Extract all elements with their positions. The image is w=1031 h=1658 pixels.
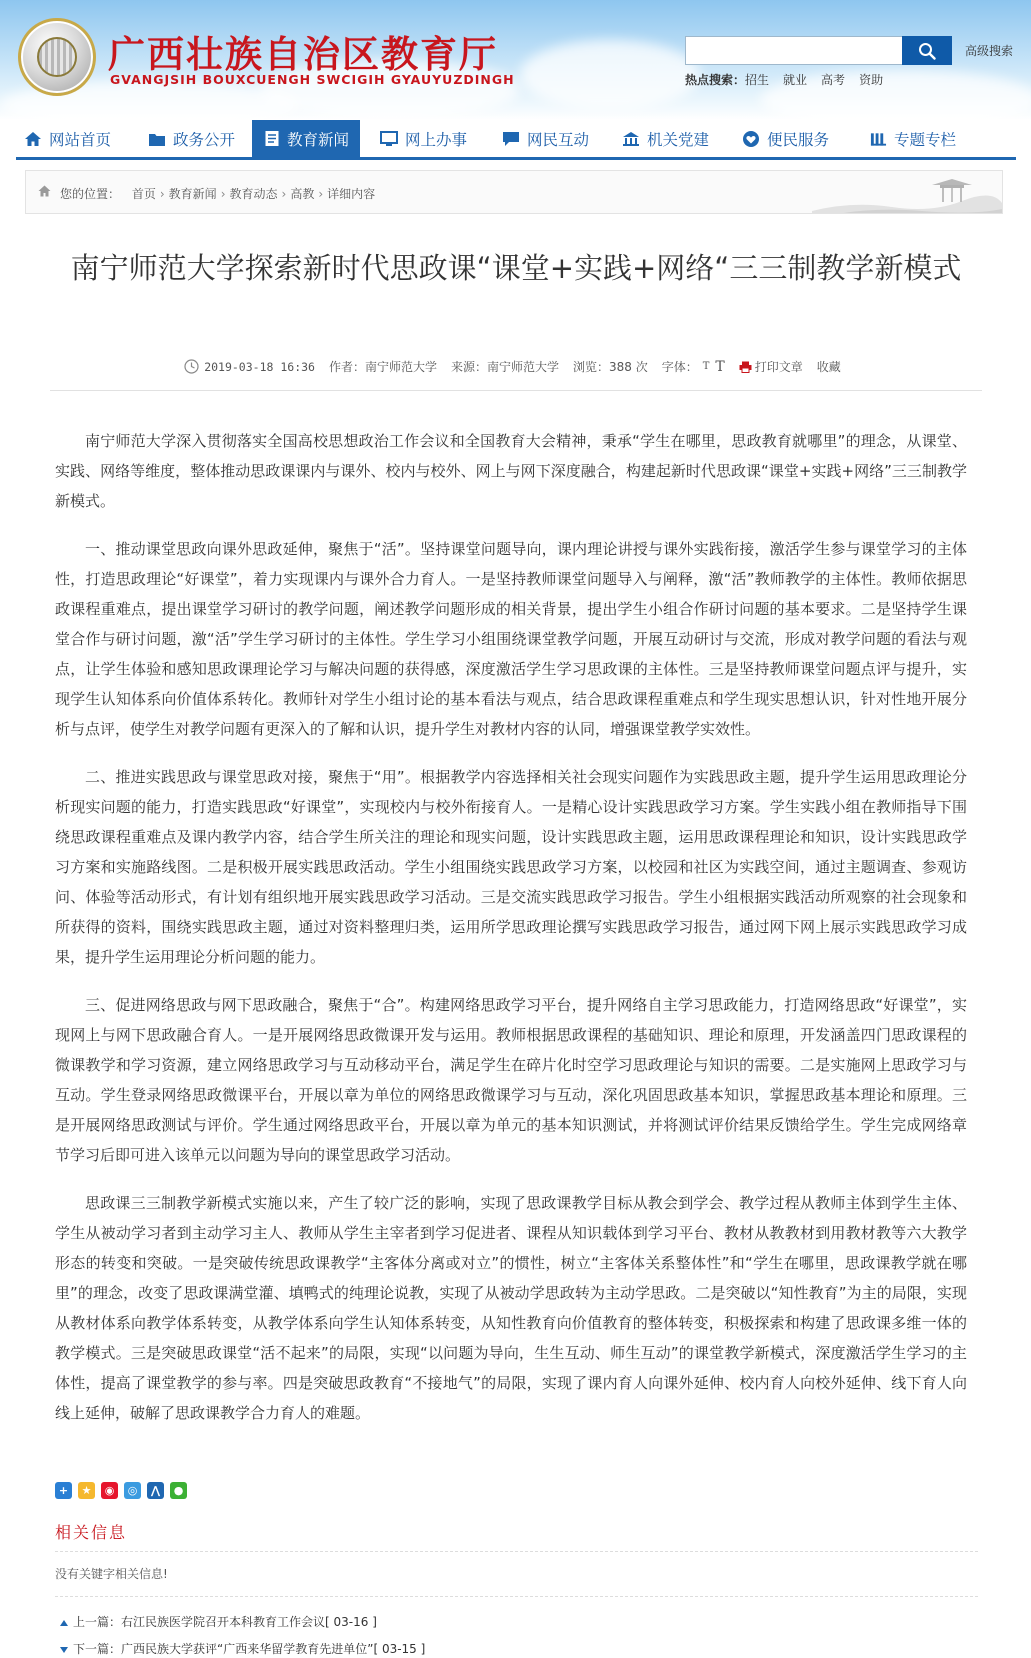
up-arrow-icon [60,1620,68,1626]
wechat-icon[interactable]: ● [170,1482,187,1499]
renren-icon[interactable]: ⋀ [147,1482,164,1499]
site-header [0,0,1031,120]
prev-article-link[interactable]: 右江民族医学院召开本科教育工作会议 [121,1615,326,1629]
heart-icon [742,130,760,148]
related-empty-text: 没有关键字相关信息! [55,1567,168,1581]
nav-item-special[interactable]: 专题专栏 [846,120,956,157]
related-title: 相关信息 [55,1523,128,1542]
chat-icon [502,131,520,147]
prev-label: 上一篇： [73,1615,122,1629]
weibo-icon[interactable]: ◉ [101,1482,118,1499]
columns-icon [870,131,887,147]
article-paragraph: 一、推动课堂思政向课外思政延伸，聚焦于“活”。坚持课堂问题导向，课内理论讲授与课外实践衔接，激活学生参与课堂学习的主体性，打造思政理论“好课堂”，着力实现课内与课外合力育人。一是坚持教师课堂问题导入与阐释，激“活”教师教学的主体性。教师依据思政课程重难点，提出课堂学习研讨的教学问题，阐述教学问题形成的相关背景，提出学生小组合作研讨问题的基本要求。二是坚持学生课堂合作与研讨问题，激“活”学生学习研讨的主体性。学生学习小组围绕课堂教学问题，开展互动研讨与交流，形成对教学问题的看法与观点，让学生体验和感知思政课理论学习与解决问题的获得感，深度激活学生学习思政课的主体性。三是坚持教师课堂问题点评与提升，实现学生认知体系向价值体系转化。教师针对学生小组讨论的基本看法与观点，结合思政课程重难点和学生现实思想认识，针对性地开展分析与点评，使学生对教学问题有更深入的了解和认识，提升学生对教材内容的认同，增强课堂教学实效性。 [55,540,967,738]
pager-divider [55,1596,978,1597]
article-author: 作者：南宁师范大学 [328,360,437,374]
article-paragraph: 二、推进实践思政与课堂思政对接，聚焦于“用”。根据教学内容选择相关社会现实问题作为实践思政主题，提升学生运用思政理论分析现实问题的能力，打造实践思政“好课堂”，实现校内与校外衔接育人。一是精心设计实践思政学习方案。学生实践小组在教师指导下围绕思政课程重难点及课内教学内容，结合学生所关注的理论和现实问题，设计实践思政主题，运用思政课程理论和知识，设计实践思政学习方案和实施路线图。二是积极开展实践思政活动。学生小组围绕实践思政学习方案，以校园和社区为实践空间，通过主题调查、参观访问、体验等活动形式，有计划有组织地开展实践思政学习活动。三是交流实践思政学习报告。学生小组根据实践活动所观察的社会现象和所获得的资料，围绕实践思政主题，通过对资料整理归类，运用所学思政理论撰写实践思政学习报告，通过网下网上展示实践思政学习成果，提升学生运用理论分析问题的能力。 [55,768,967,966]
printer-icon [739,361,752,373]
nav-item-convenience[interactable]: 便民服务 [724,120,846,157]
next-article-date: [ 03-15 ] [373,1642,426,1656]
hot-search-item[interactable]: 高考 [821,73,846,87]
hot-search-item[interactable]: 资助 [859,73,884,87]
breadcrumb-news[interactable]: 教育新闻 [168,187,217,201]
article-date: 2019-03-18 16:36 [204,359,315,374]
prev-article-date: [ 03-16 ] [325,1615,377,1629]
main-nav [16,120,1016,160]
print-button[interactable]: 打印文章 [754,360,803,374]
nav-item-home[interactable]: 网站首页 [16,120,138,157]
monitor-icon [380,131,398,147]
nav-item-news[interactable]: 教育新闻 [252,120,360,157]
search-button[interactable] [902,36,952,65]
nav-item-online-service[interactable]: 网上办事 [360,120,484,157]
nav-item-interaction[interactable]: 网民互动 [484,120,604,157]
site-subtitle: GVANGJSIH BOUXCUENGH SWCIGIH GYAUYUZDINGH [110,72,515,87]
next-label: 下一篇： [73,1642,122,1656]
nav-item-party[interactable]: 机关党建 [604,120,724,157]
document-icon [264,130,280,147]
search-icon [918,42,936,60]
building-icon [622,131,640,147]
article-paragraph: 南宁师范大学深入贯彻落实全国高校思想政治工作会议和全国教育大会精神，秉承“学生在哪里，思政教育就哪里”的理念，从课堂、实践、网络等维度，整体推动思政课课内与课外、校内与校外、网上与网下深度融合，构建起新时代思政课“课堂+实践+网络”三三制教学新模式。 [55,432,967,510]
collect-button[interactable]: 收藏 [816,360,841,374]
qzone-icon[interactable]: ★ [78,1482,95,1499]
hot-search-label: 热点搜索： [685,73,746,87]
hot-search-item[interactable]: 就业 [783,73,808,87]
breadcrumb-home[interactable]: 首页 [131,187,156,201]
article-paragraph: 三、促进网络思政与网下思政融合，聚焦于“合”。构建网络思政学习平台，提升网络自主学习思政能力，打造网络思政“好课堂”，实现网上与网下思政融合育人。一是开展网络思政微课开发与运用。教师根据思政课程的基础知识、理论和原理，开发涵盖四门思政课程的微课教学和学习资源，建立网络思政学习与互动移动平台，满足学生在碎片化时空学习思政理论与知识的需要。二是实施网上思政学习与互动。学生登录网络思政微课平台，开展以章为单位的网络思政微课学习与互动，深化巩固思政基本知识，掌握思政基本理论和原理。三是开展网络思政测试与评价。学生通过网络思政平台，开展以章为单元的基本知识测试，并将测试评价结果反馈给学生。学生完成网络章节学习后即可进入该单元以问题为导向的课堂思政学习活动。 [55,996,967,1164]
related-divider [55,1551,978,1552]
home-icon [38,185,51,197]
font-large-button[interactable]: T [715,358,725,375]
article-paragraph: 思政课三三制教学新模式实施以来，产生了较广泛的影响，实现了思政课教学目标从教会到学会、教学过程从教师主体到学生主体、学生从被动学习者到主动学习主人、教师从学生主宰者到学习促进者、课程从知识载体到学习平台、教材从教教材到用教材教等六大教学形态的转变和突破。一是突破传统思政课教学“主客体分离或对立”的惯性，树立“主客体关系整体性”和“学生在哪里，思政课教学就在哪里”的理念，改变了思政课满堂灌、填鸭式的纯理论说教，实现了从被动学思政转为主动学思政。二是突破以“知性教育”为主的局限，实现从教材体系向教学体系转变，从教学体系向学生认知体系转变，从知性教育向价值教育的整体转变，积极探索和构建了思政课多维一体的教学模式。三是突破思政课堂“活不起来”的局限，实现“以问题为导向，生生互动、师生互动”的课堂教学新模式，深度激活学生学习的主体性，提高了课堂教学的参与率。四是突破思政教育“不接地气”的局限，实现了课内育人向课外延伸、校内育人向校外延伸、线下育人向线上延伸，破解了思政课教学合力育人的难题。 [55,1194,967,1422]
breadcrumb-current: 详细内容 [327,187,376,201]
plus-share-icon[interactable]: + [55,1482,72,1499]
breadcrumb-label: 您的位置： [60,187,121,201]
down-arrow-icon [60,1647,68,1653]
article-views: 浏览：388 次 [573,360,648,374]
meta-divider [50,390,982,391]
breadcrumb: 您的位置： 首页 › 教育新闻 › 教育动态 › 高教 › 详细内容 [25,170,1003,214]
breadcrumb-dynamics[interactable]: 教育动态 [229,187,278,201]
site-title[interactable]: 广西壮族自治区教育厅 [108,32,498,76]
article-content [55,426,967,1446]
next-article-link[interactable]: 广西民族大学获评“广西来华留学教育先进单位” [121,1642,374,1656]
emblem-logo[interactable] [18,18,96,96]
prev-article [60,1613,377,1630]
home-icon [24,131,42,147]
article-meta [50,358,982,375]
folder-icon [148,131,166,147]
font-small-button[interactable]: T [702,361,710,372]
breadcrumb-higher-edu[interactable]: 高教 [290,187,315,201]
hot-search-item[interactable]: 招生 [745,73,770,87]
nav-item-government[interactable]: 政务公开 [138,120,252,157]
advanced-search-link[interactable]: 高级搜索 [965,44,1014,58]
article-title: 南宁师范大学探索新时代思政课“课堂+实践+网络“三三制教学新模式 [70,251,962,285]
search-input[interactable] [685,36,903,65]
tqq-icon[interactable]: ◎ [124,1482,141,1499]
hot-search [685,71,883,88]
font-size-label: 字体： [661,360,698,374]
next-article [60,1640,425,1657]
share-bar [55,1482,193,1499]
article-source: 来源：南宁师范大学 [450,360,559,374]
pavilion-scenery-image [812,171,1002,214]
clock-icon [184,359,199,374]
